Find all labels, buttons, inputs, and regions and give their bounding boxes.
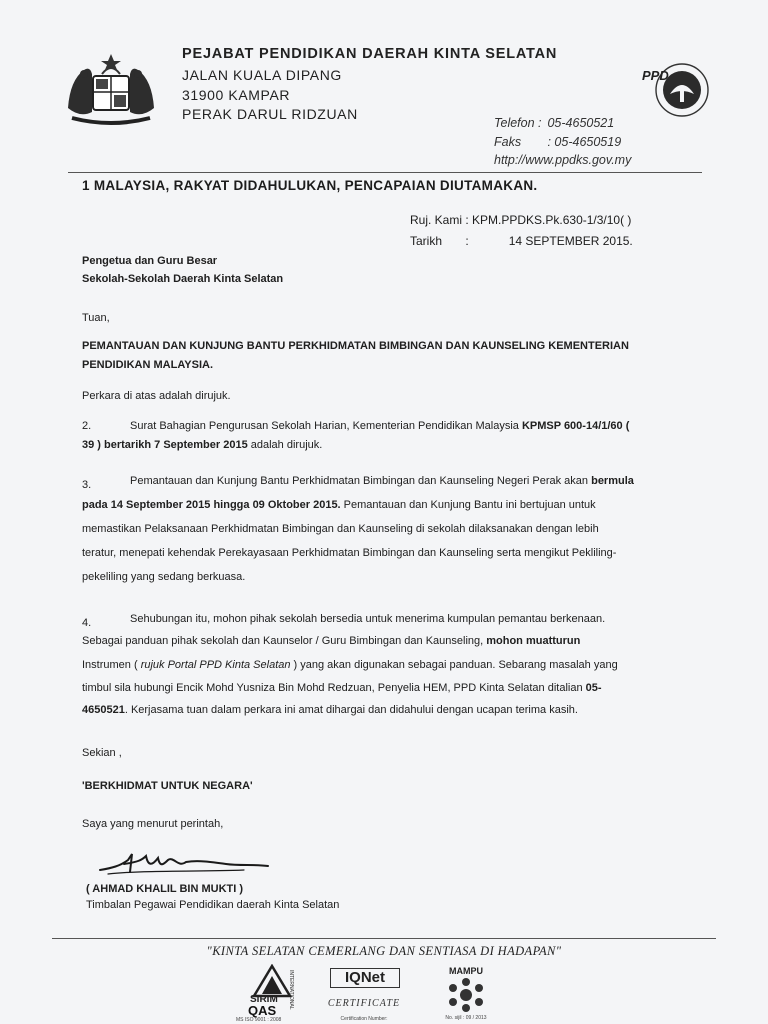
sirim-label: SIRIM — [250, 994, 278, 1005]
paragraph-2-line-2 — [82, 434, 322, 457]
paragraph-3-line-5: pekeliling yang sedang berkuasa. — [82, 571, 246, 583]
paragraph-4-text-2b: mohon muatturun — [486, 635, 581, 647]
date-line — [410, 234, 633, 248]
paragraph-4-number: 4. — [82, 617, 92, 629]
ppd-logo-text: PPD — [642, 68, 669, 83]
mampu-logo-icon — [448, 978, 484, 1012]
reference-value: KPM.PPDKS.Pk.630-1/3/10( ) — [472, 213, 632, 227]
date-label: Tarikh — [410, 234, 443, 248]
paragraph-4-portal-ref: rujuk Portal PPD Kinta Selatan — [140, 659, 291, 671]
iqnet-logo: IQNet — [330, 968, 400, 988]
malaysia-crest-icon — [62, 52, 160, 130]
faks-label: Faks — [494, 135, 522, 149]
slogan-heading: 1 MALAYSIA, RAKYAT DIDAHULUKAN, PENCAPAIAN DIUTAMAKAN. — [82, 178, 538, 193]
paragraph-3-dates: pada 14 September 2015 hingga 09 Oktober 2015. — [82, 499, 341, 511]
mampu-label: MAMPU — [449, 966, 483, 976]
office-name: PEJABAT PENDIDIKAN DAERAH KINTA SELATAN — [182, 46, 558, 62]
address-line-2: 31900 KAMPAR — [182, 87, 291, 103]
paragraph-2-ref-b: 39 ) bertarikh 7 September 2015 — [82, 439, 248, 451]
paragraph-3-line-2 — [82, 494, 596, 517]
paragraph-4-line-5 — [82, 699, 578, 722]
paragraph-3-text-1b: bermula — [591, 475, 634, 487]
paragraph-4-line-3 — [82, 654, 618, 677]
paragraph-3-line-4: teratur, menepati kehendak Perekayasaan Perkhidmatan Bimbingan dan Kaunseling serta mengikut Pekliling- — [82, 547, 617, 559]
sirim-logo-icon — [252, 964, 292, 998]
address-line-1: JALAN KUALA DIPANG — [182, 67, 342, 83]
sirim-caption: MS ISO 9001 : 2008 — [236, 1017, 282, 1023]
paragraph-3-line-1 — [130, 470, 634, 493]
telefon-number: 05-4650521 — [547, 116, 615, 130]
paragraph-3-text-1a: Pemantauan dan Kunjung Bantu Perkhidmatan Bimbingan dan Kaunseling Negeri Perak akan — [130, 475, 592, 487]
paragraph-1: Perkara di atas adalah dirujuk. — [82, 390, 231, 402]
salutation: Tuan, — [82, 312, 110, 324]
telefon-line — [494, 116, 614, 130]
closing-perintah: Saya yang menurut perintah, — [82, 818, 224, 830]
reference-label: Ruj. Kami : — [410, 213, 469, 227]
signatory-title: Timbalan Pegawai Pendidikan daerah Kinta Selatan — [86, 899, 340, 911]
telefon-label: Telefon : — [494, 116, 542, 130]
paragraph-2-text-b: adalah dirujuk. — [247, 439, 323, 451]
footer-motto: "KINTA SELATAN CEMERLANG DAN SENTIASA DI HADAPAN" — [206, 944, 562, 958]
subject-line-1: PEMANTAUAN DAN KUNJUNG BANTU PERKHIDMATAN BIMBINGAN DAN KAUNSELING KEMENTERIAN — [82, 340, 629, 352]
iqnet-certificate-label: CERTIFICATE — [327, 998, 401, 1009]
paragraph-2-ref-a: KPMSP 600-14/1/60 ( — [521, 420, 630, 432]
paragraph-4-line-4 — [82, 677, 602, 700]
mampu-caption: No. sijil : 09 / 2013 — [445, 1015, 487, 1021]
paragraph-3-number: 3. — [82, 479, 92, 491]
paragraph-4-text-2a: Sebagai panduan pihak sekolah dan Kaunselor / Guru Bimbingan dan Kaunseling, — [82, 635, 487, 647]
paragraph-4-line-2 — [82, 630, 580, 653]
paragraph-4-line-1: Sehubungan itu, mohon pihak sekolah bersedia untuk menerima kumpulan pemantau berkenaan. — [130, 613, 606, 625]
footer-divider — [52, 938, 716, 939]
signatory-name: ( AHMAD KHALIL BIN MUKTI ) — [86, 883, 244, 895]
paragraph-2-number: 2. — [82, 420, 92, 432]
signature-image — [94, 846, 274, 880]
subject-line-2: PENDIDIKAN MALAYSIA. — [82, 359, 213, 371]
faks-line — [494, 135, 621, 149]
paragraph-4-phone-a: 05- — [585, 682, 602, 694]
recipient-line-2: Sekolah-Sekolah Daerah Kinta Selatan — [82, 273, 284, 285]
website-link[interactable]: http://www.ppdks.gov.my — [494, 153, 632, 167]
paragraph-4-text-3c: ) yang akan digunakan sebagai panduan. Sebarang masalah yang — [290, 659, 618, 671]
qas-label: QAS — [248, 1003, 277, 1018]
reference-line — [410, 213, 631, 227]
iqnet-caption: Certification Number: — [340, 1016, 388, 1022]
ppd-logo-icon — [640, 60, 710, 122]
sirim-qas-badge — [236, 964, 308, 1022]
recipient-line-1: Pengetua dan Guru Besar — [82, 255, 218, 267]
closing-sekian: Sekian , — [82, 747, 122, 759]
paragraph-4-phone-b: 4650521 — [82, 704, 125, 716]
paragraph-2-text-a: Surat Bahagian Pengurusan Sekolah Harian, Kementerian Pendidikan Malaysia — [130, 420, 522, 432]
header-divider — [68, 172, 702, 173]
paragraph-4-text-4a: timbul sila hubungi Encik Mohd Yusniza Bin Mohd Redzuan, Penyelia HEM, PPD Kinta Selatan ditalian — [82, 682, 586, 694]
iqnet-certificate-badge — [320, 966, 408, 1022]
date-value: 14 SEPTEMBER 2015. — [508, 234, 633, 248]
faks-number: : 05-4650519 — [547, 135, 622, 149]
paragraph-4-text-5b: . Kerjasama tuan dalam perkara ini amat dihargai dan didahului dengan ucapan terima kasih. — [124, 704, 578, 716]
address-line-3: PERAK DARUL RIDZUAN — [182, 106, 358, 122]
paragraph-3-text-2b: Pemantauan dan Kunjung Bantu ini bertujuan untuk — [340, 499, 596, 511]
sirim-side-label: INTERNATIONAL — [288, 970, 294, 1010]
paragraph-4-text-3a: Instrumen ( — [82, 659, 141, 671]
closing-motto: 'BERKHIDMAT UNTUK NEGARA' — [82, 780, 253, 792]
paragraph-3-line-3: memastikan Pelaksanaan Perkhidmatan Bimbingan dan Kaunseling di sekolah dilaksanakan dengan lebih — [82, 523, 599, 535]
date-colon: : — [465, 234, 469, 248]
mampu-badge — [434, 964, 498, 1022]
